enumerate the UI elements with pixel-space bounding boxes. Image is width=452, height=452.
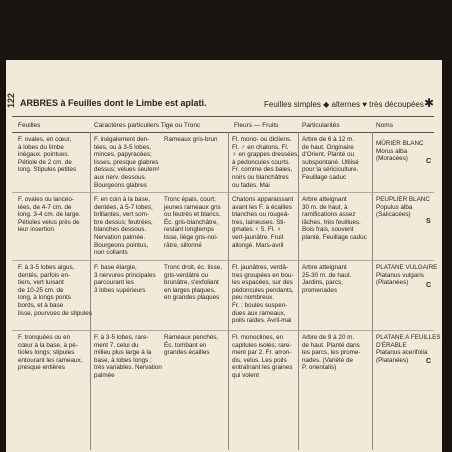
row2-particularites: Arbre atteignant 30 m. de haut, à ramifications assez lâches, très feuillues. Bois frais, souvent planté. Feuillage caduc	[302, 196, 367, 241]
row1-fleurs: Fl. mono- ou dicliens. Fl. ♂ en chatons. Fl. ♀ en grappes dressées, à pédoncules courts. Fr. comme des baies, noirs ou blanchâtres ou fades. Mai	[232, 136, 300, 189]
col-divider	[372, 132, 373, 450]
row3-noms: PLATANE VULGAIRE Platanus vulgaris (Platanées)	[376, 264, 438, 287]
row4-caracteres: F. à 3-5 lobes, rare- ment 7, celui du milieu plus large à la base, à lobes longs ; très variables. Nervation palmée	[94, 334, 162, 379]
row3-feuilles: F. à 3-5 lobes aigus, dentés, parfois en- tiers, vert luisant de 10-25 cm. de long, à longs ponts bords, et à base lisse, pourvues de stipules	[18, 264, 92, 317]
header-fleurs: Fleurs — Fruits	[234, 122, 279, 129]
row3-particularites: Arbre atteignant 25-30 m. de haut. Jardins, parcs, promenades	[302, 264, 352, 294]
header-bottom-rule	[12, 132, 434, 133]
row1-particularites: Arbre de 6 à 12 m. de haut. Originaire d'Orient. Planté ou subspontané. Utilisé pour la sériciculture. Feuillage caduc	[302, 136, 359, 181]
row2-caracteres: F. en coin à la base, dentées, à 5-7 lobes; brillantes, vert som- bre dessus; feutrées, blanches dessous. Nervation palmée. Bourgeons pointus, non collants	[94, 196, 153, 257]
row-separator	[12, 192, 434, 193]
book-page	[6, 60, 442, 452]
header-feuilles: Feuilles	[18, 122, 41, 129]
page-title: ARBRES à Feuilles dont le Limbe est aplati.	[20, 98, 207, 108]
row3-mark: C	[426, 282, 432, 289]
row3-caracteres: F. base élargie, 3 nervures principales parcourant les 3 lobes supérieurs	[94, 264, 156, 294]
row4-tige: Rameaux penchés, Éc. tombant en grandes écailles	[164, 334, 219, 357]
row1-caracteres: F. inégalement den- tées, ou à 3-5 lobes, minces, papyracées; lisses, presque glabres dessus; velues seulem¹ aux nerv. dessous. Bourgeons glabres	[94, 136, 160, 189]
row-separator	[12, 330, 434, 331]
leaf-icon: ✱	[424, 96, 435, 110]
row2-fleurs: Chatons apparaissant avant les F. à écailles blanches ou rougeâ- tres, laineuses. Sti- gmates ♀ 5. Fl. ♀ vert-jaunâtre. Fruit allongé. Mars-avril	[232, 196, 294, 249]
col-divider	[228, 132, 229, 450]
row-separator	[12, 260, 434, 261]
row3-tige: Tronc droit, éc. lisse, gris-verdâtre ou brunâtre, s'exfoliant en larges plaques, en grandes plaques	[164, 264, 222, 302]
header-top-rule	[12, 116, 434, 117]
row2-feuilles: F. ovales ou lancéo- lées, de 4-7 cm. de long. 3-4 cm. de large. Pétioles velus près de leur insertion	[18, 196, 81, 234]
page-number: 122	[6, 92, 16, 108]
row2-noms: PEUPLIER BLANC Populus alba (Salicacées)	[376, 196, 430, 219]
row2-tige: Tronc épais, court; jeunes rameaux gris ou feutrés et blancs. Éc. gris-blanchâtre, restant longtemps lisse, liège gris-noi- râtre, sillonné	[164, 196, 221, 249]
row4-noms: PLATANE A FEUILLES D'ÉRABLE Platanus acerifolia (Platanées)	[376, 334, 441, 364]
row4-fleurs: Fl. monoclines, en capitules isolés; rare- ment par 2. Fr. arron- dis, velus. Les poils entraînant les graines qui volent	[232, 334, 293, 379]
row1-noms: MÛRIER BLANC Morus alba (Moracées)	[376, 140, 424, 163]
header-particularites: Particularités	[302, 122, 340, 129]
row1-mark: C	[426, 158, 432, 165]
header-caracteres: Caractères particuliers Tige ou Tronc	[94, 122, 201, 129]
row4-mark: C	[426, 358, 432, 365]
row3-fleurs: Fl. jaunâtres, verdâ- tres groupées en bou- les espacées, sur des pédoncules pendants, peu nombreux. Fr. : boules suspen- dues aux rameaux, poils raides. Avril-mai	[232, 264, 294, 325]
row4-feuilles: F. tronquées ou en cœur à la base, à pé- tioles longs; stipules entourant les rameaux, presque entières	[18, 334, 83, 372]
row4-particularites: Arbre de 9 à 20 m. de haut. Planté dans les parcs, les prome- nades. (Variété de P. orientalis)	[302, 334, 361, 372]
header-noms: Noms	[376, 122, 393, 129]
page-subtitle: Feuilles simples ◆ alternes ♥ très découpées	[264, 100, 424, 109]
row2-mark: S	[426, 218, 431, 225]
row1-feuilles: F. ovales, en cœur, à lobes du limbe inégaux. pointues. Pétiole de 2 cm. de long. Stipules petites	[18, 136, 77, 174]
row1-tige: Rameaux gris-brun	[164, 136, 218, 143]
